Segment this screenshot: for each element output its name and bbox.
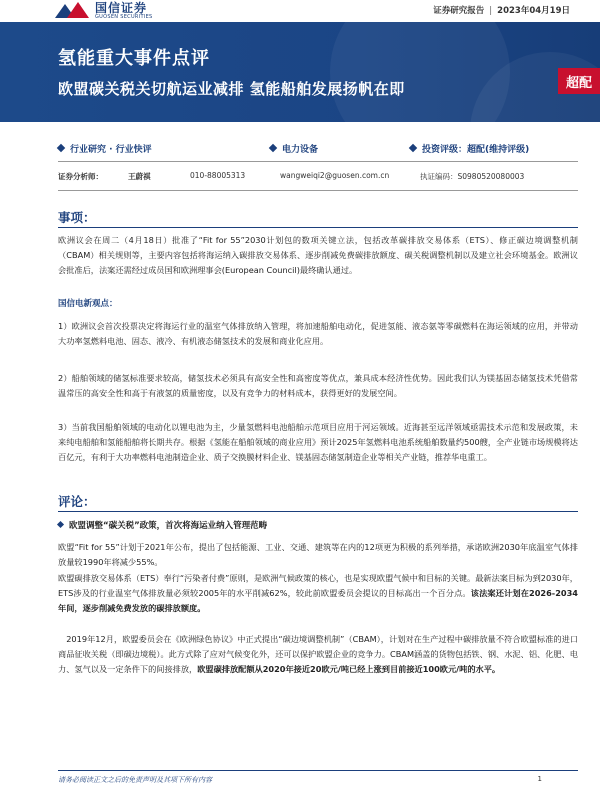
- report-meta: [58, 142, 578, 154]
- diamond-icon: [57, 521, 64, 528]
- logo-english-name: GUOSEN SECURITIES: [95, 14, 153, 20]
- views-point-3: 3）当前我国船舶领域的电动化以锂电池为主，少量氢燃料电池船舶示范项目应用于河运领域。近海甚至远洋领域亟需技术示范和发展政策，未来纯电船舶和氢能船舶将长期共存。根据《氢能在船舶领域的商业应用》预计2025年氢燃料电池系统船舶数量约500艘，全产业链市场规模将达百亿元，有利于大功率燃料电池制造企业、质子交换膜材料企业、镁基固态储氢制造企业等相关产业链，推荐华电重工。: [58, 422, 578, 463]
- page-number: 1: [537, 775, 542, 783]
- logo-chinese-name: 国信证券: [95, 1, 148, 15]
- footer-rule: [58, 770, 578, 771]
- views-point-1: 1）欧洲议会首次投票决定将海运行业的温室气体排放纳入管理，将加速船舶电动化，促进氢能、液态氨等零碳燃料在海运领域的应用，并带动大功率氢燃料电池、固态、液冷、有机液态储氢技术的发展和商业化应用。: [58, 321, 578, 347]
- comment-paragraph-2-emphasis: 该法案还计划在2026-2034年间，逐步削减免费发放的碳排放额度。: [58, 588, 578, 614]
- event-heading: 事项：: [58, 210, 96, 225]
- comment-heading-rule: [58, 511, 578, 512]
- category-label: 行业研究 · 行业快评: [58, 142, 152, 155]
- footer-disclaimer[interactable]: 请务必阅读正文之后的免责声明及其项下所有内容: [58, 776, 212, 784]
- rating-badge: 超配: [558, 68, 600, 94]
- report-title: 氢能重大事件点评: [58, 48, 210, 69]
- comment-paragraph-3-text: 2019年12月，欧盟委员会在《欧洲绿色协议》中正式提出“碳边境调整机制”（CBAM），计划对在生产过程中碳排放量不符合欧盟标准的进口商品征收关税（即碳边境税）。此方式除了应对气候变化外，还可以保护欧盟企业的竞争力。CBAM涵盖的货物包括铁、钢、水泥、铝、化肥、电力、氢气以及一定条件下的间接排放，: [58, 634, 578, 675]
- views-heading: 国信电新观点：: [58, 299, 118, 309]
- company-logo: [55, 0, 153, 22]
- comment-paragraph-1: 欧盟“Fit for 55”计划于2021年公布，提出了包括能源、工业、交通、建筑等在内的12项更为积极的系列举措，承诺欧洲2030年底温室气体排放量较1990年将减少55%。: [58, 542, 578, 568]
- diamond-icon: [57, 144, 65, 152]
- event-paragraph: 欧洲议会在周二（4月18日）批准了“Fit for 55”2030计划包的数项关键立法，包括改革碳排放交易体系（ETS）、修正碳边境调整机制（CBAM）相关规则等，主要内容包括将海运纳入碳排放交易体系、逐步削减免费碳排放额度、碳关税调整机制以及建立社会环境基金。欧洲议会批准后，法案还需经过成员国和欧洲理事会(European Council)最终确认通过。: [58, 235, 578, 276]
- top-header: [0, 0, 600, 22]
- report-date: 2023年04月19日: [497, 6, 570, 16]
- comment-heading: 评论：: [58, 494, 96, 509]
- analyst-row: [58, 171, 578, 183]
- rating-label: 投资评级：超配(维持评级): [410, 142, 529, 155]
- comment-paragraph-2: [58, 571, 578, 617]
- analyst-name: 王蔚祺: [128, 172, 151, 181]
- title-banner: [0, 22, 600, 122]
- views-point-2: 2）船舶领域的储氢标准要求较高，储氢技术必须具有高安全性和高密度等优点，兼具成本经济性优势。因此我们认为镁基固态储氢技术凭借常温常压的高安全性和高于有液氢的质量密度，以及有竞争力的材料成本，获得更好的发展空间。: [58, 373, 578, 399]
- comment-bullet-heading: 欧盟调整“碳关税”政策，首次将海运业纳入管理范畴: [58, 519, 267, 531]
- sector-label: 电力设备: [270, 142, 318, 155]
- report-subtitle: 欧盟碳关税关切航运业减排 氢能船舶发展扬帆在即: [58, 80, 405, 98]
- event-heading-rule: [58, 227, 578, 228]
- logo-mark-icon: [55, 2, 89, 20]
- report-type: 证券研究报告: [433, 6, 485, 16]
- analyst-email[interactable]: wangweiqi2@guosen.com.cn: [280, 171, 390, 180]
- analyst-phone: 010-88005313: [190, 171, 246, 180]
- comment-paragraph-2-text: 欧盟碳排放交易体系（ETS）奉行“污染者付费”原则，是欧洲气候政策的核心，也是实现欧盟气候中和目标的关键。最新法案目标为到2030年，ETS涉及的行业温室气体排放量必须较2005年的水平削减62%，较此前欧盟委员会提议的目标高出一个百分点。: [58, 573, 578, 599]
- diamond-icon: [269, 144, 277, 152]
- analyst-cert: 执证编码：S0980520080003: [420, 172, 525, 181]
- comment-paragraph-3: [58, 632, 578, 678]
- report-info: 证券研究报告 | 2023年04月19日: [433, 6, 570, 16]
- divider: [58, 190, 578, 191]
- analyst-label: 证券分析师：: [58, 172, 103, 181]
- diamond-icon: [409, 144, 417, 152]
- divider: [58, 161, 578, 162]
- comment-paragraph-3-emphasis: 欧盟碳排放配额从2020年接近20欧元/吨已经上涨到目前接近100欧元/吨的水平。: [197, 664, 501, 675]
